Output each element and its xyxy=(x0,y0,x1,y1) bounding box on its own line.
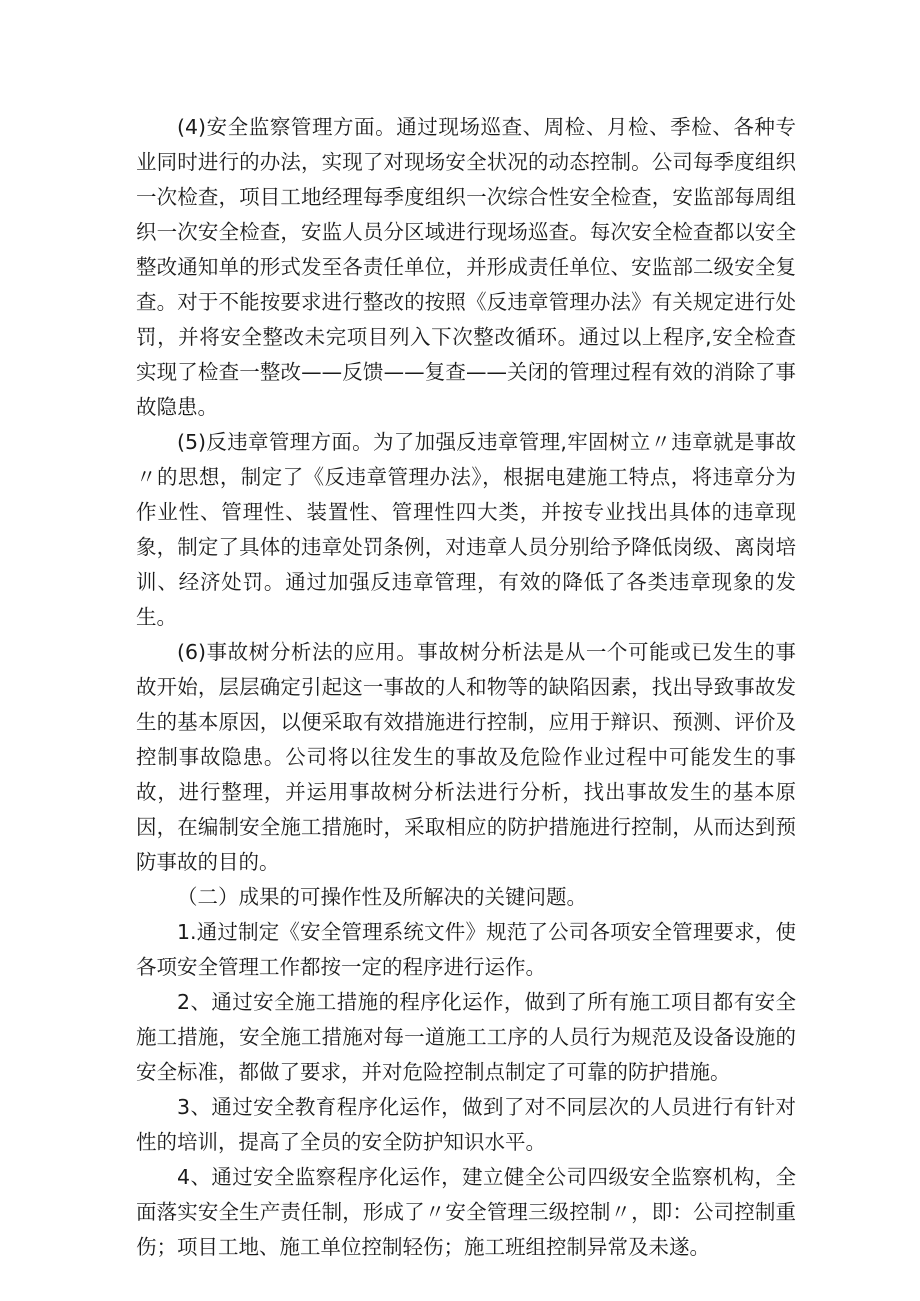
paragraph-item-2: 2、通过安全施工措施的程序化运作，做到了所有施工项目都有安全施工措施，安全施工措施对每一道施工工序的人员行为规范及设备设施的安全标准，都做了要求，并对危险控制点制定了可靠的防护措施。 xyxy=(136,990,796,1084)
document-body xyxy=(136,110,796,1265)
paragraph-anti-violation: (5)反违章管理方面。为了加强反违章管理,牢固树立〃违章就是事故〃的思想，制定了《反违章管理办法》，根据电建施工特点，将违章分为作业性、管理性、装置性、管理性四大类，并按专业找出具体的违章现象，制定了具体的违章处罚条例，对违章人员分别给予降低岗级、离岗培训、经济处罚。通过加强反违章管理，有效的降低了各类违章现象的发生。 xyxy=(136,430,796,629)
section-heading: （二）成果的可操作性及所解决的关键问题。 xyxy=(177,885,587,909)
paragraph-safety-supervision: (4)安全监察管理方面。通过现场巡查、周检、月检、季检、各种专业同时进行的办法，实现了对现场安全状况的动态控制。公司每季度组织一次检查，项目工地经理每季度组织一次综合性安全检查，安监部每周组织一次安全检查，安监人员分区域进行现场巡查。每次安全检查都以安全整改通知单的形式发至各责任单位，并形成责任单位、安监部二级安全复查。对于不能按要求进行整改的按照《反违章管理办法》有关规定进行处罚，并将安全整改未完项目列入下次整改循环。通过以上程序,安全检查实现了检查一整改——反馈——复查——关闭的管理过程有效的消除了事故隐患。 xyxy=(136,115,796,419)
paragraph-fault-tree: (6)事故树分析法的应用。事故树分析法是从一个可能或已发生的事故开始，层层确定引起这一事故的人和物等的缺陷因素，找出导致事故发生的基本原因，以便采取有效措施进行控制，应用于辩识、预测、评价及控制事故隐患。公司将以往发生的事故及危险作业过程中可能发生的事故，进行整理，并运用事故树分析法进行分析，找出事故发生的基本原因，在编制安全施工措施时，采取相应的防护措施进行控制，从而达到预防事故的目的。 xyxy=(136,640,796,874)
paragraph-item-1: 1.通过制定《安全管理系统文件》规范了公司各项安全管理要求，使各项安全管理工作都按一定的程序进行运作。 xyxy=(136,920,796,979)
paragraph-item-4: 4、通过安全监察程序化运作，建立健全公司四级安全监察机构，全面落实安全生产责任制，形成了〃安全管理三级控制〃，即：公司控制重伤；项目工地、施工单位控制轻伤；施工班组控制异常及未遂。 xyxy=(136,1165,796,1259)
paragraph-item-3: 3、通过安全教育程序化运作，做到了对不同层次的人员进行有针对性的培训，提高了全员的安全防护知识水平。 xyxy=(136,1095,796,1154)
